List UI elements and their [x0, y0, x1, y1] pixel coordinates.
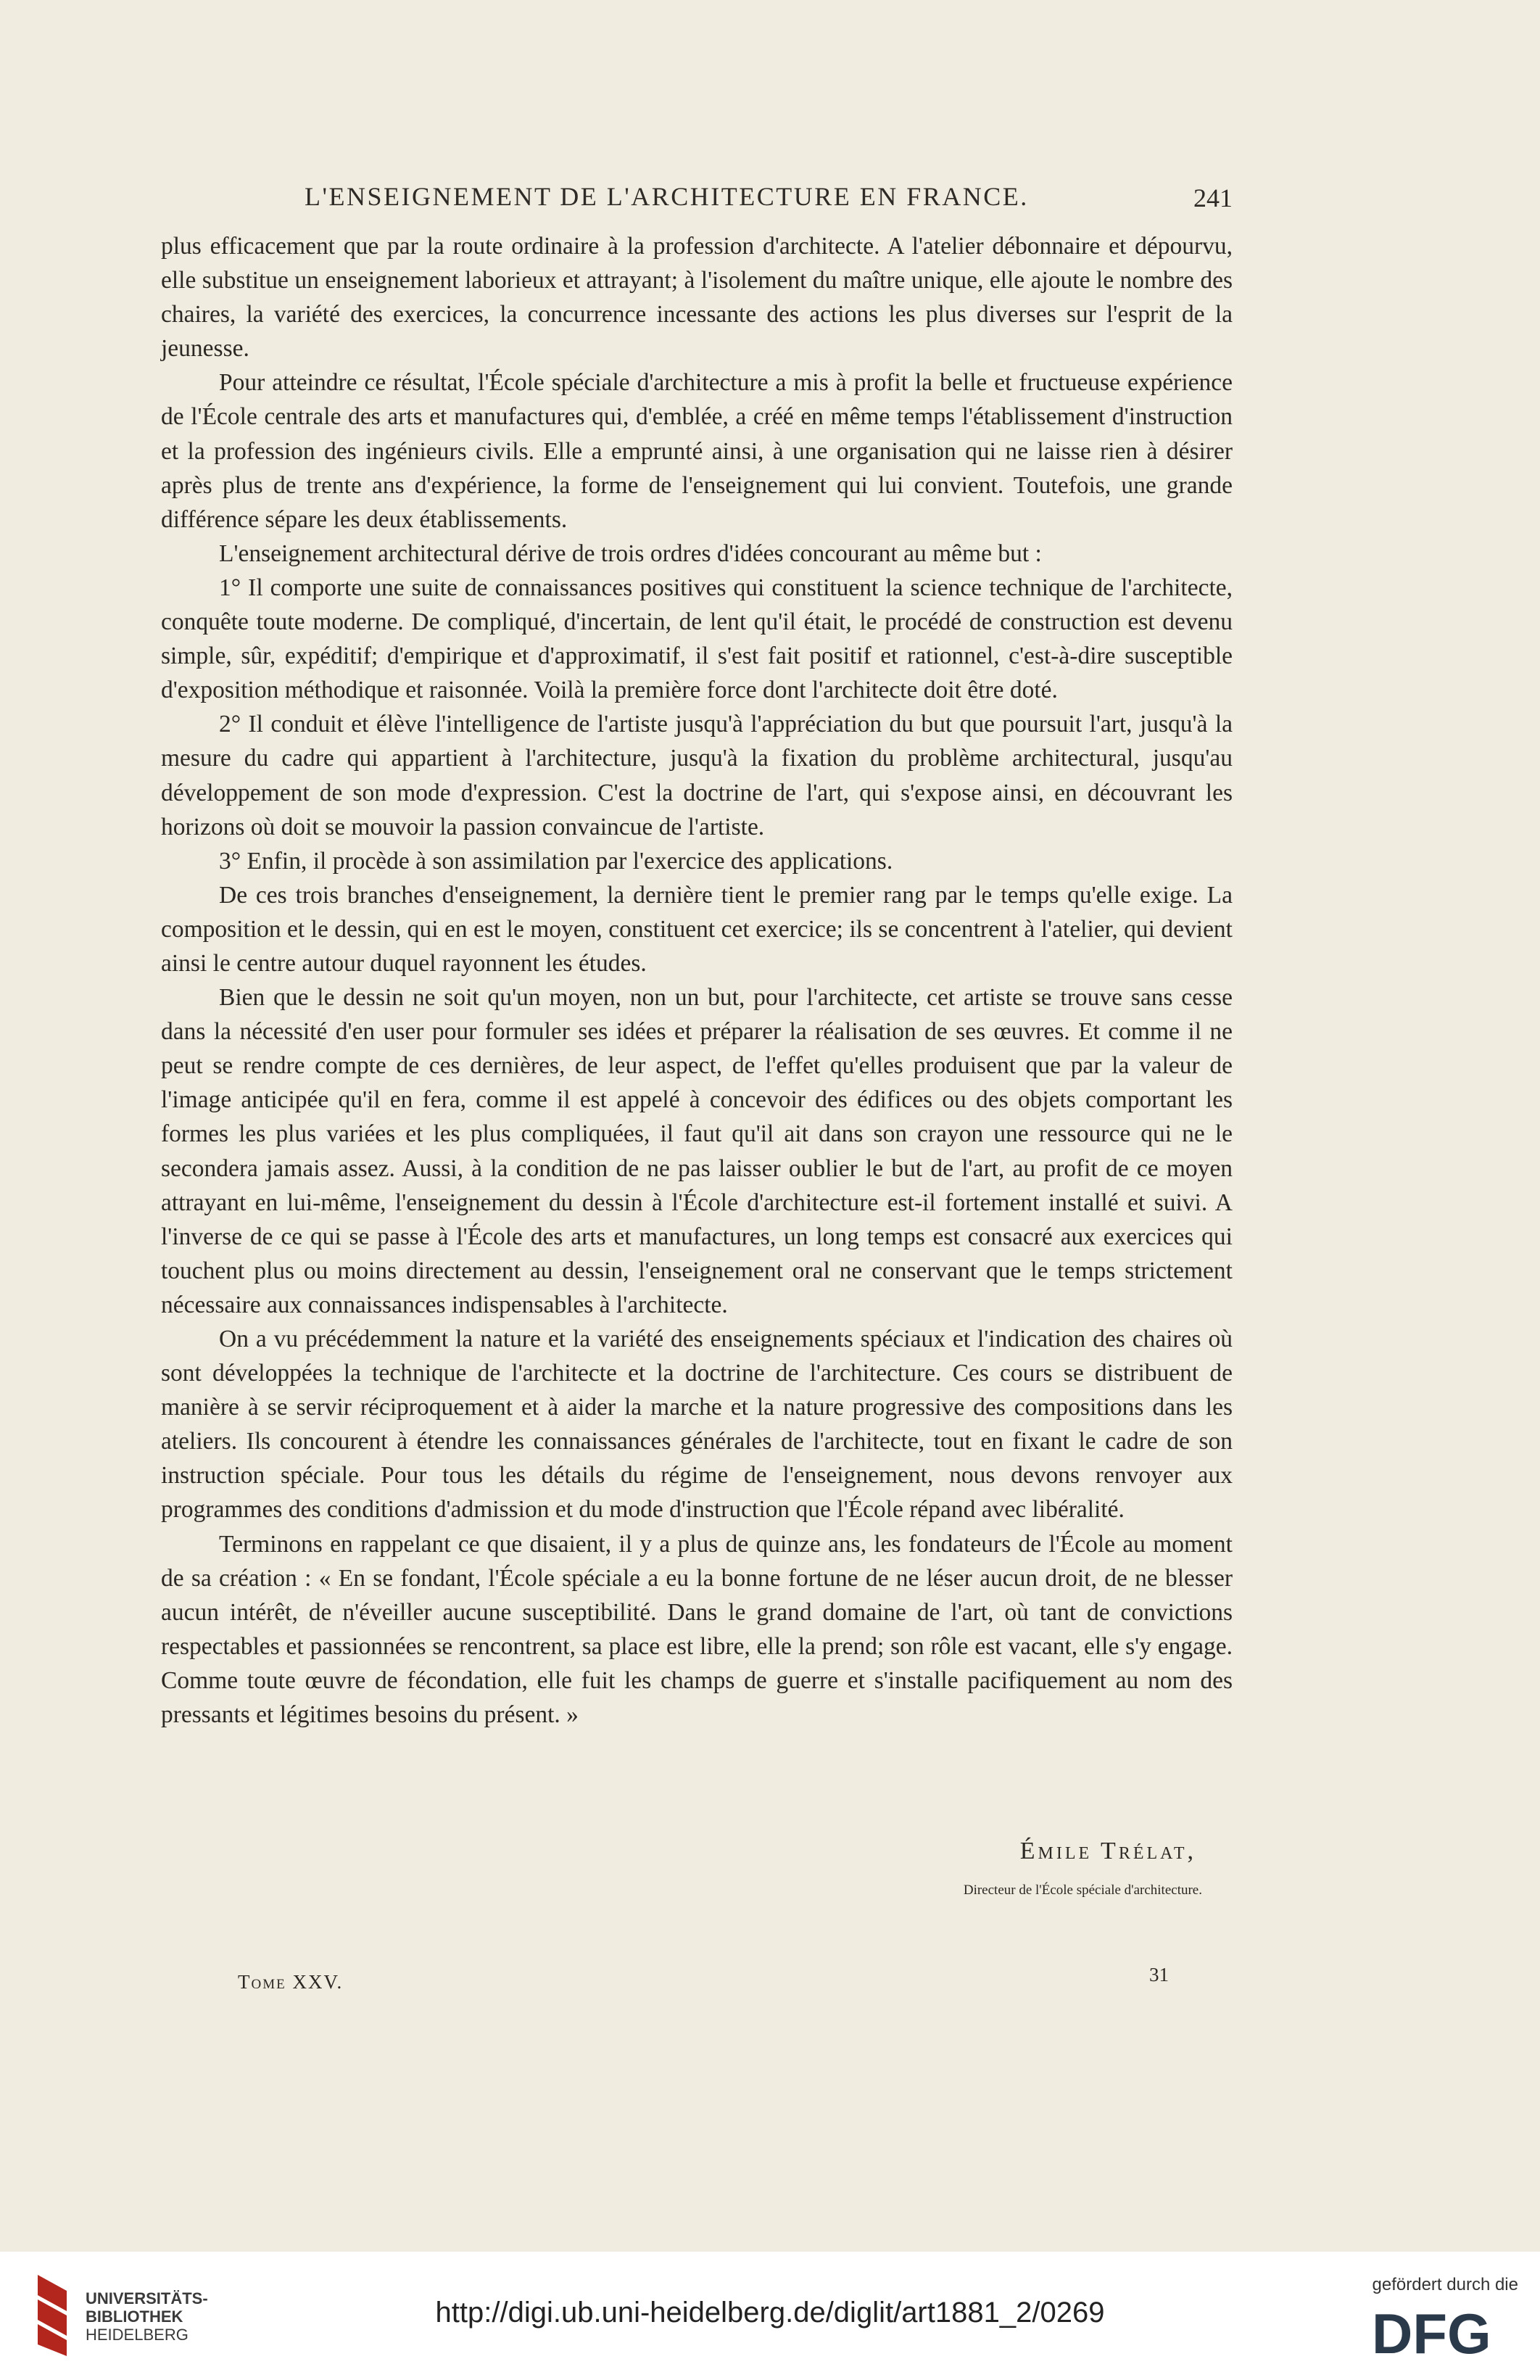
funded-by-label: gefördert durch die: [1372, 2275, 1518, 2294]
paragraph: On a vu précédemment la nature et la variété des enseignements spéciaux et l'indication des chaires où sont développées la technique de l'architecte et la doctrine de l'architecture. Ces cours se distribuent de manière à se servir réciproquement et à aider la marche et la nature progressive des compositions dans les ateliers. Ils concourent à étendre les connaissances générales de l'architecte, tout en fixant le cadre de son instruction spéciale. Pour tous les détails du régime de l'enseignement, nous devons renvoyer aux programmes des conditions d'admission et du mode d'instruction que l'École répand avec libéralité.: [161, 1326, 1233, 1524]
body-text: [161, 229, 1233, 1732]
paragraph: L'enseignement architectural dérive de trois ordres d'idées concourant au même but :: [219, 540, 1042, 567]
dfg-logo-text: DFG: [1372, 2308, 1491, 2359]
author-role: Directeur de l'École spéciale d'architecture.: [963, 1883, 1202, 1898]
paragraph: Terminons en rappelant ce que disaient, il y a plus de quinze ans, les fondateurs de l'École au moment de sa création : « En se fondant, l'École spéciale a eu la bonne fortune de ne léser aucun droit, de ne blesser aucun intérêt, de n'éveiller aucune susceptibilité. Dans le grand domaine de l'art, où tant de convictions respectables et passionnées se rencontrent, sa place est libre, elle la prend; son rôle est vacant, elle s'y engage. Comme toute œuvre de fécondation, elle fuit les champs de guerre et s'installe pacifiquement au nom des pressants et légitimes besoins du présent. »: [161, 1530, 1233, 1729]
running-title: L'ENSEIGNEMENT DE L'ARCHITECTURE EN FRANCE.: [305, 182, 1029, 211]
digitization-bar: [0, 2252, 1540, 2380]
signature-mark: 31: [1149, 1964, 1169, 1986]
library-name-line: HEIDELBERG: [86, 2326, 189, 2344]
library-name-line: BIBLIOTHEK: [86, 2307, 183, 2326]
paragraph: Pour atteindre ce résultat, l'École spéciale d'architecture a mis à profit la belle et fructueuse expérience de l'École centrale des arts et manufactures qui, d'emblée, a créé en même temps l'établissement d'instruction et la profession des ingénieurs civils. Elle a emprunté ainsi, à une organisation qui ne laisse rien à désirer après plus de trente ans d'expérience, la forme de l'enseignement qui lui convient. Toutefois, une grande différence sépare les deux établissements.: [161, 369, 1233, 533]
paragraph: Bien que le dessin ne soit qu'un moyen, non un but, pour l'architecte, cet artiste se trouve sans cesse dans la nécessité d'en user pour formuler ses idées et préparer la réalisation de ses œuvres. Et comme il ne peut se rendre compte de ces dernières, de leur aspect, de l'effet qu'elles produisent que par la valeur de l'image anticipée qu'il en fera, comme il est appelé à concevoir des édifices ou des objets comportant les formes les plus variées et les plus compliquées, il faut qu'il ait dans son crayon une ressource qui ne le secondera jamais assez. Aussi, à la condition de ne pas laisser oublier le but de l'art, au profit de ce moyen attrayant en lui-même, l'enseignement du dessin à l'École d'architecture est-il fortement installé et suivi. A l'inverse de ce qui se passe à l'École des arts et manufactures, un long temps est consacré aux exercices qui touchent plus ou moins directement au dessin, l'enseignement oral ne conservant que le temps strictement nécessaire aux connaissances indispensables à l'architecte.: [161, 984, 1233, 1318]
paragraph: De ces trois branches d'enseignement, la dernière tient le premier rang par le temps qu'elle exige. La composition et le dessin, qui en est le moyen, constituent cet exercice; ils se concentrent à l'atelier, qui devient ainsi le centre autour duquel rayonnent les études.: [161, 881, 1233, 977]
paragraph: plus efficacement que par la route ordinaire à la profession d'architecte. A l'atelier débonnaire et dépourvu, elle substitue un enseignement laborieux et attrayant; à l'isolement du maître unique, elle ajoute le nombre des chaires, la variété des exercices, la concurrence incessante des actions les plus diverses sur l'esprit de la jeunesse.: [161, 233, 1233, 363]
paragraph: 2° Il conduit et élève l'intelligence de l'artiste jusqu'à l'appréciation du but que poursuit l'art, jusqu'à la mesure du cadre qui appartient à l'architecture, jusqu'à la fixation du problème architectural, jusqu'au développement de son mode d'expression. C'est la doctrine de l'art, qui s'expose ainsi, en découvrant les horizons où doit se mouvoir la passion convaincue de l'artiste.: [161, 711, 1233, 840]
page-header: [160, 181, 1233, 225]
volume-label: Tome XXV.: [238, 1971, 344, 1993]
paragraph: 1° Il comporte une suite de connaissances positives qui constituent la science technique de l'architecte, conquête toute moderne. De compliqué, d'incertain, de lent qu'il était, le procédé de construction est devenu simple, sûr, expéditif; d'empirique et d'approximatif, il s'est fait positif et rationnel, c'est-à-dire susceptible d'exposition méthodique et raisonnée. Voilà la première force dont l'architecte doit être doté.: [161, 574, 1233, 704]
permalink-url[interactable]: http://digi.ub.uni-heidelberg.de/diglit/art1881_2/0269: [435, 2297, 1105, 2329]
page-number: 241: [1193, 183, 1233, 212]
dfg-logo-icon: [1372, 2308, 1517, 2359]
author-signature: Émile Trélat,: [1019, 1838, 1196, 1864]
paragraph: 3° Enfin, il procède à son assimilation par l'exercice des applications.: [219, 847, 893, 875]
library-name-line: UNIVERSITÄTS-: [86, 2289, 208, 2307]
